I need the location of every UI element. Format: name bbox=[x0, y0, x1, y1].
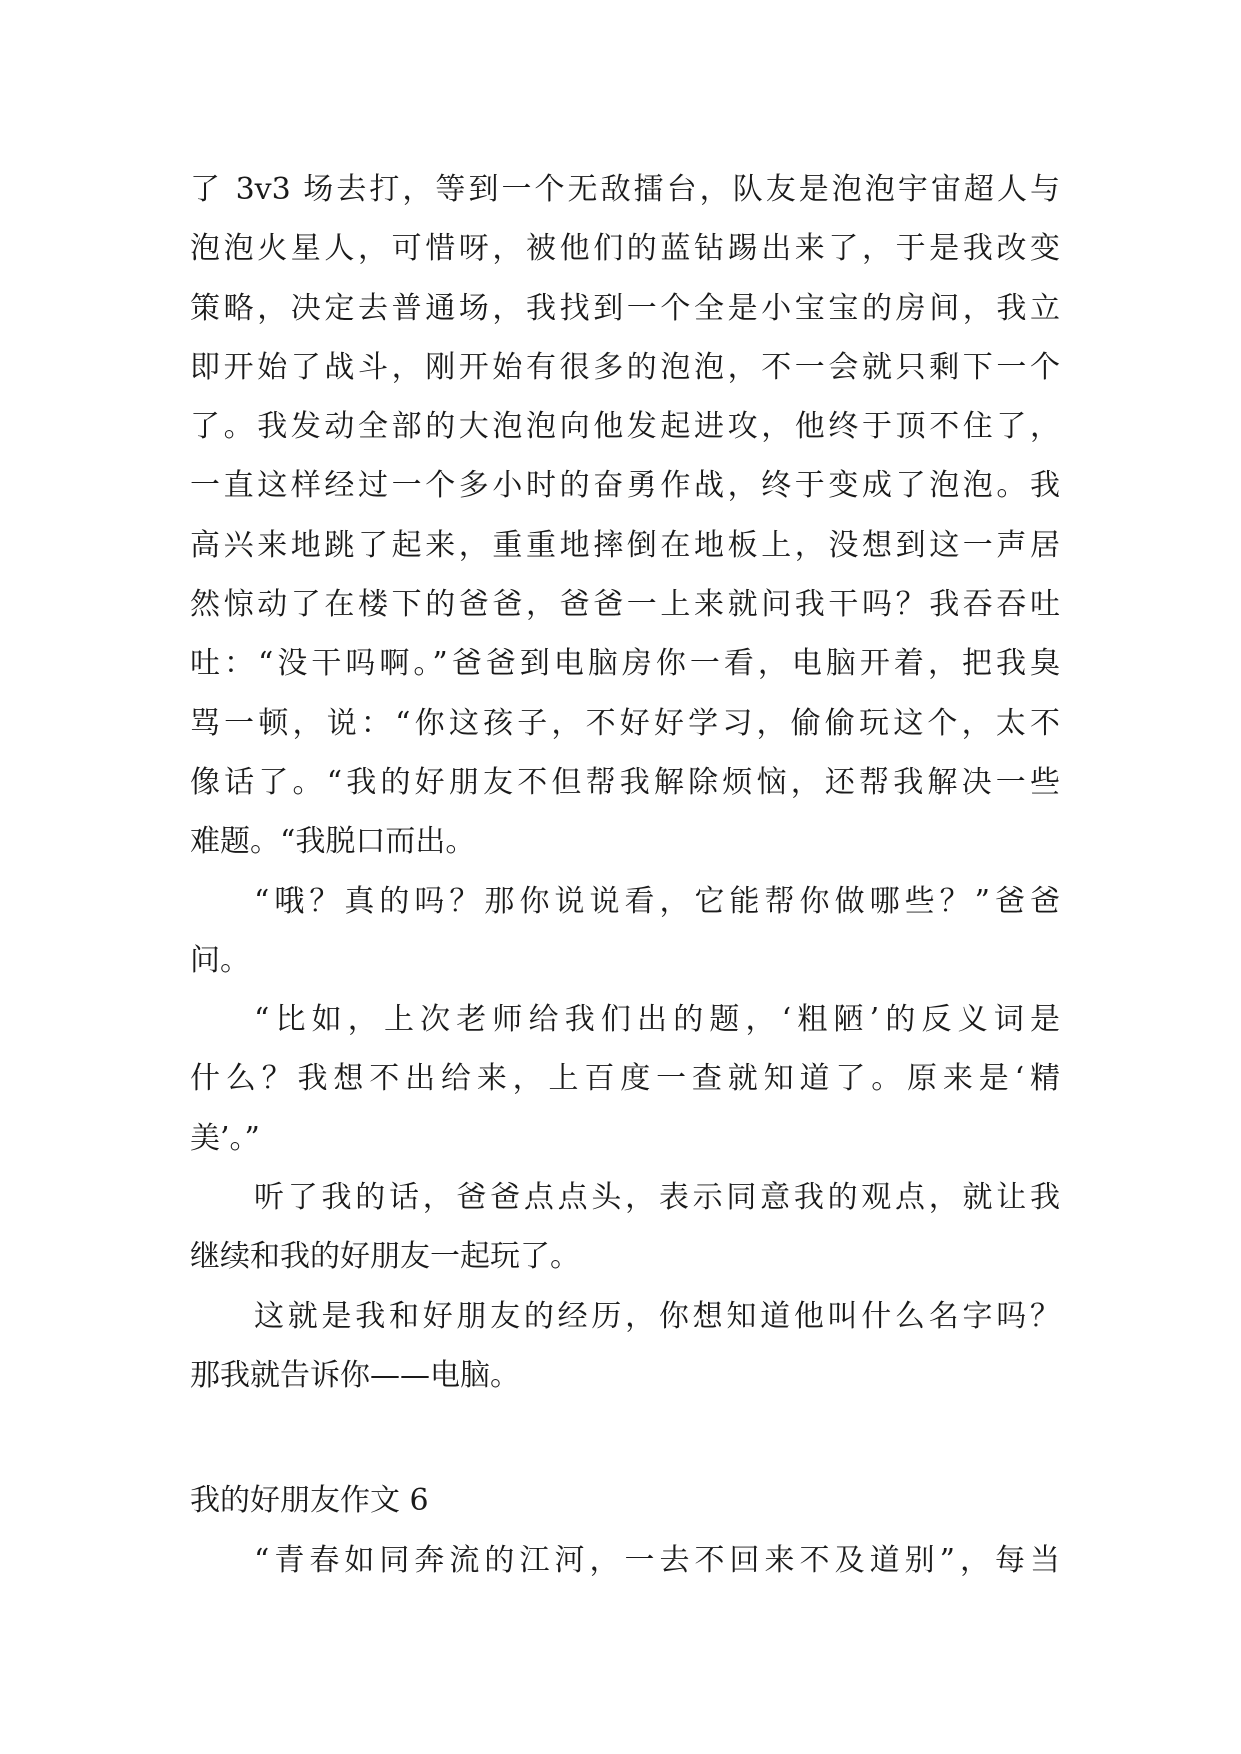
text-line: 骂一顿，说：“你这孩子，不好好学习，偷偷玩这个，太不 bbox=[190, 705, 1060, 741]
text-line: 像话了。“我的好朋友不但帮我解除烦恼，还帮我解决一些 bbox=[190, 764, 1060, 800]
text-line: 美’。” bbox=[190, 1120, 260, 1156]
text-line: 高兴来地跳了起来，重重地摔倒在地板上，没想到这一声居 bbox=[190, 527, 1060, 563]
text-line: 什么？我想不出给来，上百度一查就知道了。原来是‘精 bbox=[190, 1061, 1060, 1097]
text-line: 这就是我和好朋友的经历，你想知道他叫什么名字吗？ bbox=[254, 1298, 1060, 1334]
section-heading: 我的好朋友作文 6 bbox=[190, 1483, 429, 1519]
text-line: 那我就告诉你——电脑。 bbox=[190, 1357, 520, 1393]
text-line: 策略，决定去普通场，我找到一个全是小宝宝的房间，我立 bbox=[190, 290, 1060, 326]
text-line: 了 3v3 场去打，等到一个无敌擂台，队友是泡泡宇宙超人与 bbox=[190, 172, 1060, 207]
text-line: 吐：“没干吗啊。”爸爸到电脑房你一看，电脑开着，把我臭 bbox=[190, 646, 1060, 682]
text-line: 难题。“我脱口而出。 bbox=[190, 824, 476, 860]
text-line: 然惊动了在楼下的爸爸，爸爸一上来就问我干吗？我吞吞吐 bbox=[190, 587, 1060, 623]
text-line: 问。 bbox=[190, 942, 250, 978]
text-line: 即开始了战斗，刚开始有很多的泡泡，不一会就只剩下一个 bbox=[190, 349, 1060, 385]
text-line: 了。我发动全部的大泡泡向他发起进攻，他终于顶不住了， bbox=[190, 409, 1060, 445]
text-line: “哦？真的吗？那你说说看，它能帮你做哪些？”爸爸 bbox=[254, 883, 1060, 919]
text-line: 泡泡火星人，可惜呀，被他们的蓝钻踢出来了，于是我改变 bbox=[190, 231, 1060, 267]
blank-line bbox=[190, 1405, 1060, 1471]
text-line: “青春如同奔流的江河，一去不回来不及道别”，每当 bbox=[254, 1542, 1060, 1578]
text-line: 一直这样经过一个多小时的奋勇作战，终于变成了泡泡。我 bbox=[190, 468, 1060, 504]
text-line: 继续和我的好朋友一起玩了。 bbox=[190, 1239, 580, 1275]
text-line: 听了我的话，爸爸点点头，表示同意我的观点，就让我 bbox=[254, 1180, 1060, 1216]
text-line: “比如，上次老师给我们出的题，‘粗陋’的反义词是 bbox=[254, 1002, 1060, 1038]
document-body bbox=[190, 160, 1060, 1590]
